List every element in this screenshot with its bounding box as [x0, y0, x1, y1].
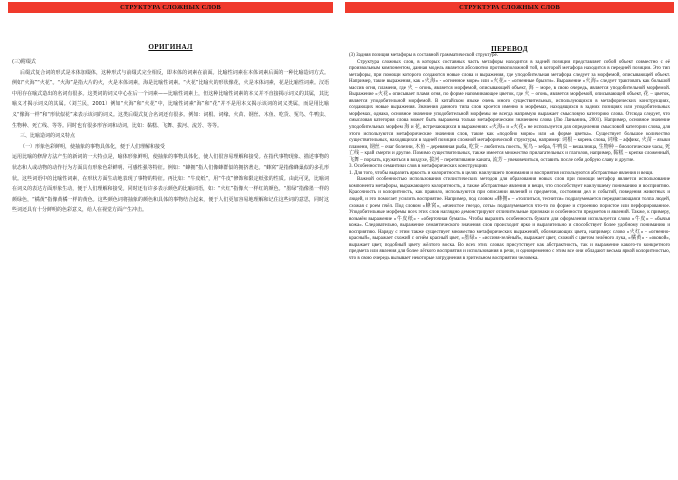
section-heading: 3. Особенности семантики слов в метафорических конструкциях: [349, 164, 488, 170]
translation-page: [339, 0, 678, 480]
page-banner: СТРУКТУРА СЛОЖНЫХ СЛОВ: [8, 2, 333, 13]
paragraph: (3) Задняя позиция метафоры в составной грамматической структуре.: [349, 53, 498, 58]
paragraph: (三)附缀式: [12, 59, 36, 65]
subsection-heading: （一）形象色彩鲜明，使抽象的事物具体化，便于人们理解和接受: [20, 143, 166, 150]
paragraph: 运用比喻的修辞方法产生的新词的一大特点是，喻体形象鲜明，使抽象的事物具体化，使人们很容易理解和接受。在指代事物现象、描述事物的状态和人或动物的动作行为方面具有形象色彩鲜明、可感性强等特征。例如：“蜂拥”指人们像蜂群似的拥挤著走。“蜂窝”是指像蜂巢似的多孔形状。这些词语中的比喻性词素，在形状方面生动地表现了事物的特征。再比如：“牛皮纸”，用“牛皮”修饰和限定纸张的性质。由此可见，比喻词在词义的表达方面形象生动，便于人们理解和接受。同时还有许多表示颜色的比喻词语，如：“火红”指像火一样红的颜色。“墨绿”指像墨一样的颜绿色，“橘黄”指像黄橘一样的黄色。这些颜色词将抽象的颜色和具体的事物结合起来，便于人们更加容易地理解和记住这些词的意思，同时这些词还具有十分鲜明的色彩意义，给人在视觉方面产生冲击。: [12, 154, 329, 214]
paragraph: Важной особенностью использования стилистических методов для образования новых слов при помощи метафор является использование компонента метафоры, выражающего колоритность, а также абстрактные явления и вещи, что способствует наилучшему пониманию и восприятию. Красочность и колоритность, как правило, используются при описании явлений и предметов, состояния дел и событий, поведения животных и людей, и это помогает усилить восприятие. Например, под словом «蜂拥» – «толпиться, теснится» подразумевается передвигающаяся толпа людей, схожая с роем пчёл. Под словом «蜂窝», «ячеистое гнездо, соты» подразумевается что-то по форме и строению пористое или перфорированное. Уподобительные морфемы всех этих слов наглядно демонстрируют отличительные признаки и особенности предметов и явлений. Также, к примеру, возьмём выражение «牛皮纸» - «оберточная бумага». Чтобы выразить особенность бумаги для оформления используется слово «牛皮» – «бычья кожа». Следовательно, выражение семантического значения слов происходит ярко и выразительно и способствует более удобному пониманию и восприятию. Наряду с этим также существует множество метафорических выражений, обозначающих цвета, например: слово «火红» - «огненно-красный», выражает схожий с огнём красный цвет, «墨绿» - «иссиня-зелёный», выражает цвет, схожий с цветом зелёного лука, «橘黄» - «оковой», выражает цвет, подобный цвету жёлтого воска. Во всех этих словах присутствует как абстрактность, так и выражение какого-то конкретного предмета или явления для более лёгкого восприятия и использования в речи, и одновременно с этим все они обладают весьма яркой колоритностью, что в свою очередь вызывает некоторые затруднения в зрительном восприятии человека.: [349, 177, 670, 261]
page-banner: СТРУКТУРА СЛОЖНЫХ СЛОВ: [345, 2, 674, 13]
page-title: ПЕРЕВОД: [491, 45, 528, 53]
paragraph: 后缀式复合词的形式是本体加缀体，这种形式与前缀式完全相反，即本体的词素在前面。比喻性词素在本体词素后面的一种比喻造词方式。例如“火海”“火花”。“火海”是指大片的火，火是本体词素，海是比喻性词素。“火花”比喻火的形状像花，火是本体词素，花是比喻性词素。汉语中用存在喻式造出的名词有很多。这类词的词义中心在后一个词素——比喻性词素上，但这种比喻性词素的本义并不直接揭示词义的其属，其比喻义才揭示词义的其属。（刘兰民，2001）例如“火海”和“火花”中，比喻性词素“海”和“花”并不是用本义揭示该词的词义类属，而是用比喻义“像海一样”和“形状似花”来表示该词的词义。这类后缀式复合名词还有很多。例如：词根、词缘、火苗、钢丝、木鱼、吃货、冤鸟、牛鸭虫、生物种、死亡线、等等。同时也有很多形容词和动词，比如：黏糕、飞舞、拔河、流芳、等等。: [12, 69, 329, 129]
section-heading: 三、比喻造词的词义特点: [20, 133, 76, 140]
subsection-heading: 1. Для того, чтобы выразить яркость и колоритность в целях наилучшего понимания и восприятия используются абстрактные явления и вещи.: [349, 170, 654, 176]
translation-text: [349, 53, 670, 263]
paragraph: Структура сложных слов, в которых составных часть метафоры находится в задней позиции представляет собой объект совместно с её произвольным компонентом, данная модель является абсолютно противоположной той, в которой метафора находится в передней позиции. Это тип метафоры, при помощи которого создаются новые слова и выражения, где уподобительная метафора следует за морфемой, описывающей объект. Например, такие выражения, как «火海» - «огненное море» или «火花» - «огненные брызги». Выражение «火海» следует трактовать как большой массив огня, пламени, где 火 – огонь, является морфемой, описывающей объект, 海 – море, в свою очередь, является уподобительной морфемой. Выражение «火花» описывает пламя огня, по форме напоминающее цветок, где 火 – огонь, является морфемой, описывающей объект, 花 – цветок, является уподобительной морфемой. В китайском языке очень много существительных, использующихся в метафорических конструкциях, создающих новые выражения. Значения данного типа слов кроется именно в морфемах, находящихся в задних позициях или уподобительных морфемах, однако, основное значение уподобительной морфемы не всегда напрямую выражает смысловую категорию слова. Отсюда следует, что смысловая категория слова может быть выражена только метафорическим значением слова (Лю Ланьминь, 2001). Например, основное значение уподобительных морфем 海 и 花, встречающихся в выражениях «火海» и «火花» не используется для определения смысловой категории слова, для этого используются метафорические значения слов, такие как «подобно морю» или «в форме цветка». Существует большое количество существительных, находящихся в задней позиции сложной метафорической структуры, например: 词根 – корень слова, 词缘 – аффикс, 火苗 – языки пламени, 钢丝 – очаг болезни, 木鱼 – деревянная рыба, 吃货 – любитель поесть, 冤鸟 – зебра, 牛鸭虫 – вешалница, 生物种 – биологические часы, 死亡线 – край смерти и другие. Помимо существительных, также имеется множество прилагательных и глаголов, например, 黏糕 – крепко сложенный, 飞舞 – порхать, кружиться в воздухе, 拔河 – перетягивание каната, 流芳 – увековечиться, оставить после себя добрую славу и другие.: [349, 59, 670, 163]
original-text: [12, 57, 329, 216]
page-title: ОРИГИНАЛ: [148, 43, 193, 51]
